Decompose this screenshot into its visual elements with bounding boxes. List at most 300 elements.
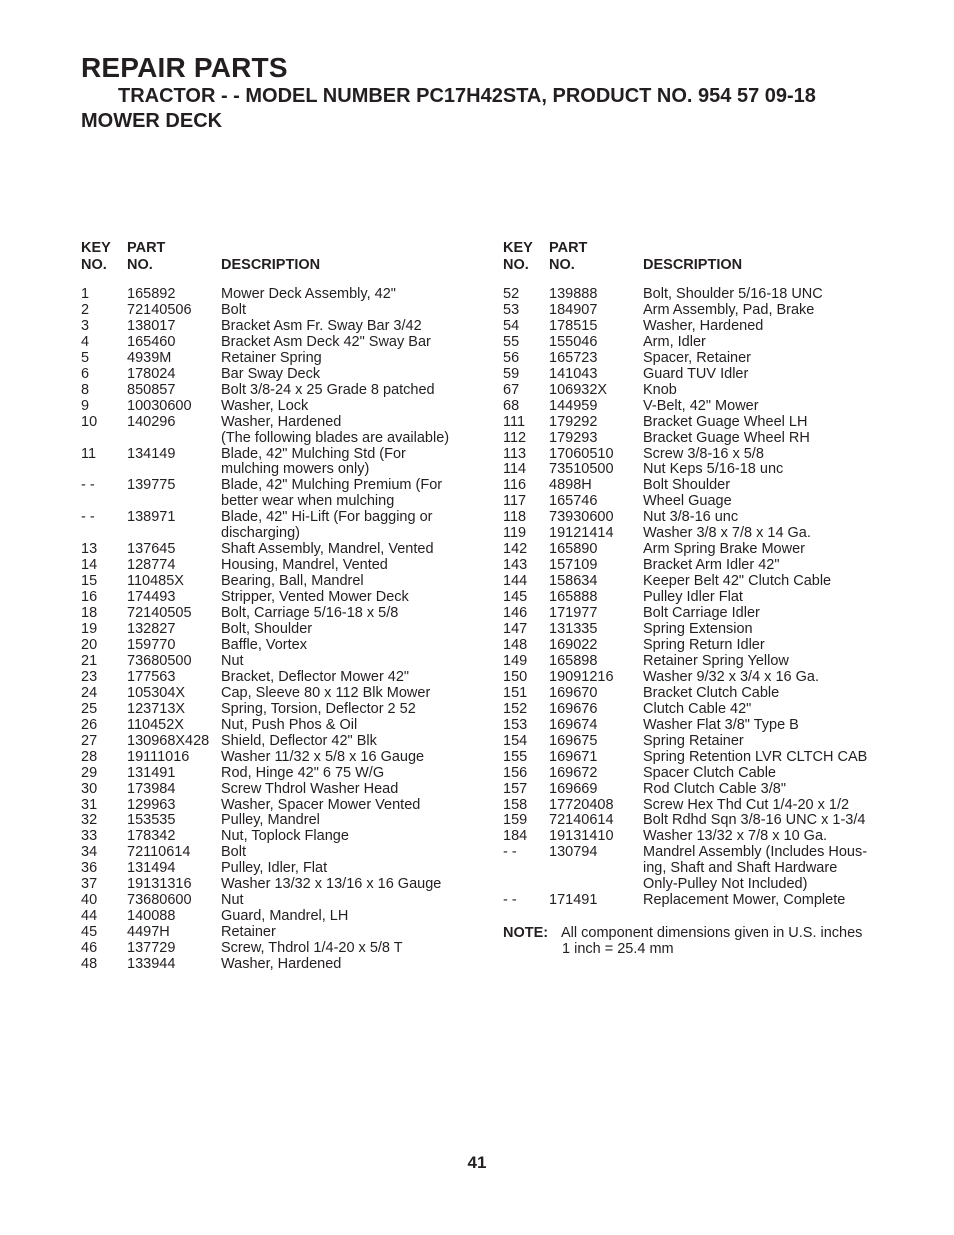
description-cell: Spring Retention LVR CLTCH CAB: [643, 748, 868, 765]
description-cell: Spacer, Retainer: [643, 349, 752, 366]
key-cell: 145: [503, 589, 528, 606]
part-number-cell: 157109: [549, 557, 598, 574]
table-row: [503, 766, 867, 782]
key-cell: [81, 462, 127, 478]
part-number-cell: 73680600: [127, 892, 192, 909]
key-cell: 153: [503, 716, 528, 733]
key-cell: 158: [503, 796, 528, 813]
description-cell: Washer, Hardened: [221, 413, 342, 430]
part-number-cell: 169676: [549, 700, 598, 717]
description-cell: Mower Deck Assembly, 42": [221, 286, 396, 302]
part-number-cell: 158634: [549, 573, 598, 590]
table-row: [503, 558, 867, 574]
table-row: [503, 718, 867, 734]
key-cell: [503, 877, 549, 893]
part-number-cell: 141043: [549, 365, 598, 382]
part-number-cell: 73510500: [549, 461, 614, 478]
description-cell: Housing, Mandrel, Vented: [221, 557, 388, 574]
description-cell: Arm Spring Brake Mower: [643, 541, 805, 558]
table-row: [503, 287, 867, 303]
table-row: [81, 606, 449, 622]
key-cell: 29: [81, 764, 98, 781]
description-cell: V-Belt, 42" Mower: [643, 397, 759, 414]
part-number-cell: 139775: [127, 477, 176, 494]
description-header: DESCRIPTION: [221, 257, 321, 273]
part-header-line1: PART: [127, 240, 166, 256]
part-number-cell: 169672: [549, 764, 598, 781]
part-number-cell: 140296: [127, 413, 176, 430]
description-cell: Bar Sway Deck: [221, 365, 321, 382]
key-cell: 36: [81, 860, 98, 877]
key-cell: 4: [81, 333, 90, 350]
key-cell: 55: [503, 333, 520, 350]
key-cell: 3: [81, 317, 90, 334]
description-cell: Replacement Mower, Complete: [643, 892, 846, 909]
description-cell: Washer, Spacer Mower Vented: [221, 796, 421, 813]
part-number-cell: 72140506: [127, 301, 192, 318]
part-number-cell: 169675: [549, 732, 598, 749]
part-number-cell: 174493: [127, 589, 176, 606]
key-cell: 67: [503, 381, 520, 398]
key-cell: 156: [503, 764, 528, 781]
key-cell: 149: [503, 652, 528, 669]
part-number-cell: 171977: [549, 605, 598, 622]
table-row: [81, 526, 449, 542]
part-number-cell: 165892: [127, 286, 176, 302]
part-number-cell: 4939M: [127, 349, 172, 366]
table-row: [503, 638, 867, 654]
part-number-cell: 133944: [127, 956, 176, 973]
table-row: [81, 702, 449, 718]
table-row: [81, 718, 449, 734]
key-cell: 10: [81, 413, 98, 430]
key-cell: [503, 861, 549, 877]
part-number-cell: 138971: [127, 509, 176, 526]
part-number-cell: 19091216: [549, 668, 614, 685]
key-cell: 143: [503, 557, 528, 574]
table-header-left: [81, 239, 481, 279]
key-header-line2: NO.: [81, 257, 107, 273]
key-cell: 111: [503, 413, 526, 430]
key-cell: 53: [503, 301, 520, 318]
part-number-cell: 110452X: [127, 716, 184, 733]
description-cell: Washer, Lock: [221, 397, 309, 414]
description-cell: Bracket Asm Fr. Sway Bar 3/42: [221, 317, 422, 334]
part-number-cell: 178342: [127, 828, 176, 845]
description-cell: discharging): [221, 525, 300, 542]
key-cell: [81, 431, 127, 447]
section-title: MOWER DECK: [81, 110, 223, 132]
key-cell: 19: [81, 621, 98, 638]
key-header-line1: KEY: [81, 240, 111, 256]
table-row: [81, 447, 449, 463]
key-header-line2: NO.: [503, 257, 529, 273]
table-row: [503, 303, 867, 319]
table-row: [503, 702, 867, 718]
key-cell: 28: [81, 748, 98, 765]
table-row: [503, 319, 867, 335]
description-cell: Spring Return Idler: [643, 636, 765, 653]
key-cell: - -: [503, 844, 517, 861]
key-cell: 33: [81, 828, 98, 845]
part-number-cell: 179292: [549, 413, 598, 430]
part-number-cell: 165460: [127, 333, 176, 350]
part-number-cell: 169670: [549, 684, 598, 701]
key-cell: - -: [81, 509, 95, 526]
page-number: 41: [467, 1153, 487, 1172]
description-cell: Washer 9/32 x 3/4 x 16 Ga.: [643, 668, 819, 685]
key-cell: 147: [503, 621, 528, 638]
key-cell: 59: [503, 365, 520, 382]
parts-list-left: [81, 287, 449, 973]
part-number-cell: 131494: [127, 860, 176, 877]
key-cell: 45: [81, 924, 98, 941]
description-cell: Shaft Assembly, Mandrel, Vented: [221, 541, 434, 558]
part-number-cell: 184907: [549, 301, 598, 318]
table-row: [81, 750, 449, 766]
key-cell: 31: [81, 796, 98, 813]
key-cell: 148: [503, 636, 528, 653]
part-number-cell: 72140505: [127, 605, 192, 622]
description-cell: Bolt Carriage Idler: [643, 605, 760, 622]
part-number-cell: 19131316: [127, 876, 192, 893]
part-number-cell: 72110614: [127, 844, 191, 861]
table-row: [81, 319, 449, 335]
part-number-cell: [549, 877, 643, 893]
description-cell: ing, Shaft and Shaft Hardware: [643, 860, 838, 877]
description-cell: Bolt: [221, 844, 246, 861]
key-cell: - -: [503, 892, 517, 909]
key-cell: 34: [81, 844, 98, 861]
description-cell: Bearing, Ball, Mandrel: [221, 573, 364, 590]
table-row: [81, 558, 449, 574]
description-cell: Rod, Hinge 42" 6 75 W/G: [221, 764, 385, 781]
key-cell: 157: [503, 780, 528, 797]
key-cell: 20: [81, 636, 98, 653]
table-row: [81, 909, 449, 925]
part-number-cell: 144959: [549, 397, 598, 414]
description-cell: Screw Thdrol Washer Head: [221, 780, 399, 797]
table-row: [81, 845, 449, 861]
part-number-cell: 165898: [549, 652, 598, 669]
key-cell: 146: [503, 605, 528, 622]
description-cell: Arm Assembly, Pad, Brake: [643, 301, 815, 318]
key-cell: 23: [81, 668, 98, 685]
part-number-cell: 105304X: [127, 684, 186, 701]
table-row: [503, 782, 867, 798]
description-cell: Nut Keps 5/16-18 unc: [643, 461, 784, 478]
key-cell: 44: [81, 908, 98, 925]
description-cell: Nut, Push Phos & Oil: [221, 716, 358, 733]
table-row: [81, 670, 449, 686]
table-row: [503, 845, 867, 861]
table-row: [81, 399, 449, 415]
table-row: [503, 670, 867, 686]
key-cell: 152: [503, 700, 528, 717]
description-cell: Spacer Clutch Cable: [643, 764, 776, 781]
description-cell: Screw, Thdrol 1/4-20 x 5/8 T: [221, 940, 403, 957]
key-cell: 150: [503, 668, 528, 685]
dimension-note: [503, 925, 862, 957]
part-number-cell: 106932X: [549, 381, 608, 398]
table-row: [81, 654, 449, 670]
part-number-cell: 131491: [127, 764, 176, 781]
table-row: [81, 622, 449, 638]
description-cell: Knob: [643, 381, 677, 398]
parts-table-left: [81, 239, 481, 973]
table-row: [503, 383, 867, 399]
description-cell: Bolt 3/8-24 x 25 Grade 8 patched: [221, 381, 435, 398]
table-row: [503, 510, 867, 526]
table-row: [81, 415, 449, 431]
table-row: [503, 606, 867, 622]
table-row: [503, 893, 867, 909]
table-row: [81, 925, 449, 941]
description-cell: Pulley, Mandrel: [221, 812, 320, 829]
description-cell: Blade, 42" Mulching Std (For: [221, 445, 406, 462]
key-cell: 14: [81, 557, 98, 574]
description-cell: Bracket Guage Wheel RH: [643, 429, 810, 446]
description-cell: Retainer Spring: [221, 349, 322, 366]
key-header-line1: KEY: [503, 240, 533, 256]
table-row: [81, 590, 449, 606]
description-cell: Bolt Rdhd Sqn 3/8-16 UNC x 1-3/4: [643, 812, 866, 829]
description-cell: Washer 3/8 x 7/8 x 14 Ga.: [643, 525, 811, 542]
part-number-cell: 169669: [549, 780, 598, 797]
table-row: [503, 478, 867, 494]
table-row: [503, 734, 867, 750]
note-label: NOTE:: [503, 925, 549, 941]
description-cell: Bolt: [221, 301, 246, 318]
part-number-cell: 131335: [549, 621, 598, 638]
model-subtitle: TRACTOR - - MODEL NUMBER PC17H42STA, PRODUCT NO. 954 57 09-18: [118, 85, 816, 107]
note-line2: 1 inch = 25.4 mm: [562, 941, 674, 957]
key-cell: 1: [81, 286, 90, 302]
description-cell: Keeper Belt 42" Clutch Cable: [643, 573, 832, 590]
key-cell: 116: [503, 477, 527, 494]
key-cell: 155: [503, 748, 528, 765]
part-number-cell: 73930600: [549, 509, 614, 526]
part-number-cell: 137729: [127, 940, 176, 957]
key-cell: 11: [81, 445, 97, 462]
table-row: [81, 893, 449, 909]
part-number-cell: 138017: [127, 317, 176, 334]
table-row: [503, 526, 867, 542]
key-cell: 27: [81, 732, 98, 749]
table-row: [503, 622, 867, 638]
part-number-cell: 17720408: [549, 796, 614, 813]
key-cell: [81, 526, 127, 542]
description-cell: Retainer Spring Yellow: [643, 652, 789, 669]
table-row: [81, 287, 449, 303]
part-number-cell: 17060510: [549, 445, 614, 462]
part-number-cell: 10030600: [127, 397, 192, 414]
part-number-cell: 169674: [549, 716, 598, 733]
part-number-cell: 173984: [127, 780, 176, 797]
key-cell: 37: [81, 876, 98, 893]
description-cell: Nut, Toplock Flange: [221, 828, 349, 845]
key-cell: 114: [503, 461, 527, 478]
key-cell: 151: [503, 684, 528, 701]
description-cell: Washer Flat 3/8" Type B: [643, 716, 799, 733]
description-cell: Bracket Arm Idler 42": [643, 557, 780, 574]
part-number-cell: 165746: [549, 493, 598, 510]
part-number-cell: 155046: [549, 333, 598, 350]
table-row: [81, 303, 449, 319]
part-number-cell: 159770: [127, 636, 176, 653]
description-cell: Spring, Torsion, Deflector 2 52: [221, 700, 416, 717]
table-row: [503, 861, 867, 877]
key-cell: 48: [81, 956, 98, 973]
part-number-cell: 130794: [549, 844, 598, 861]
note-line1: All component dimensions given in U.S. inches: [561, 925, 863, 941]
table-row: [81, 494, 449, 510]
table-row: [503, 415, 867, 431]
part-number-cell: [127, 494, 221, 510]
key-cell: 2: [81, 301, 90, 318]
table-row: [503, 829, 867, 845]
description-cell: Washer, Hardened: [643, 317, 764, 334]
part-number-cell: 177563: [127, 668, 176, 685]
description-cell: Screw Hex Thd Cut 1/4-20 x 1/2: [643, 796, 850, 813]
table-row: [81, 766, 449, 782]
description-cell: Bolt, Shoulder 5/16-18 UNC: [643, 286, 823, 302]
key-cell: 18: [81, 605, 98, 622]
page-title: REPAIR PARTS: [81, 52, 288, 83]
table-row: [503, 813, 867, 829]
parts-list-right: [503, 287, 867, 909]
table-row: [503, 574, 867, 590]
description-cell: Pulley Idler Flat: [643, 589, 743, 606]
description-cell: Bracket, Deflector Mower 42": [221, 668, 410, 685]
description-cell: mulching mowers only): [221, 461, 370, 478]
part-number-cell: 110485X: [127, 573, 184, 590]
key-cell: 118: [503, 509, 527, 526]
table-row: [81, 941, 449, 957]
part-number-cell: 178024: [127, 365, 176, 382]
key-cell: 26: [81, 716, 98, 733]
key-cell: 5: [81, 349, 90, 366]
description-cell: Washer 13/32 x 7/8 x 10 Ga.: [643, 828, 828, 845]
table-row: [81, 542, 449, 558]
description-cell: Pulley, Idler, Flat: [221, 860, 328, 877]
table-row: [81, 510, 449, 526]
part-number-cell: 179293: [549, 429, 598, 446]
key-cell: - -: [81, 477, 95, 494]
key-cell: 144: [503, 573, 528, 590]
table-row: [81, 638, 449, 654]
key-cell: 24: [81, 684, 98, 701]
part-number-cell: 134149: [127, 445, 176, 462]
key-cell: 9: [81, 397, 90, 414]
table-row: [503, 654, 867, 670]
part-number-cell: 153535: [127, 812, 176, 829]
part-number-cell: 178515: [549, 317, 598, 334]
table-row: [503, 335, 867, 351]
description-cell: Bracket Guage Wheel LH: [643, 413, 808, 430]
part-number-cell: 165888: [549, 589, 598, 606]
description-cell: Washer, Hardened: [221, 956, 342, 973]
part-number-cell: 73680500: [127, 652, 192, 669]
description-cell: Blade, 42" Mulching Premium (For: [221, 477, 443, 494]
table-row: [81, 782, 449, 798]
part-number-cell: 19131410: [549, 828, 614, 845]
key-cell: 112: [503, 429, 527, 446]
table-row: [81, 574, 449, 590]
part-number-cell: 128774: [127, 557, 176, 574]
key-cell: 32: [81, 812, 98, 829]
part-number-cell: [127, 431, 221, 447]
table-row: [81, 957, 449, 973]
part-number-cell: 139888: [549, 286, 598, 302]
description-cell: Bolt, Carriage 5/16-18 x 5/8: [221, 605, 399, 622]
description-cell: Bolt Shoulder: [643, 477, 731, 494]
table-row: [81, 686, 449, 702]
key-cell: 159: [503, 812, 528, 829]
table-row: [503, 447, 867, 463]
table-row: [81, 431, 449, 447]
table-row: [81, 462, 449, 478]
table-row: [81, 478, 449, 494]
parts-table-right: [503, 239, 923, 909]
key-cell: 154: [503, 732, 528, 749]
table-row: [503, 399, 867, 415]
key-cell: 184: [503, 828, 528, 845]
table-row: [503, 877, 867, 893]
description-cell: Arm, Idler: [643, 333, 706, 350]
description-cell: Bracket Asm Deck 42" Sway Bar: [221, 333, 431, 350]
key-cell: 8: [81, 381, 90, 398]
description-cell: Rod Clutch Cable 3/8": [643, 780, 786, 797]
table-header-right: [503, 239, 923, 279]
description-cell: Stripper, Vented Mower Deck: [221, 589, 409, 606]
key-cell: 54: [503, 317, 520, 334]
key-cell: 21: [81, 652, 98, 669]
part-number-cell: 72140614: [549, 812, 614, 829]
table-row: [81, 734, 449, 750]
key-cell: 56: [503, 349, 520, 366]
description-cell: Clutch Cable 42": [643, 700, 752, 717]
description-cell: Screw 3/8-16 x 5/8: [643, 445, 764, 462]
part-number-cell: 169671: [549, 748, 598, 765]
description-cell: Spring Retainer: [643, 732, 744, 749]
key-cell: 117: [503, 493, 527, 510]
part-number-cell: 4497H: [127, 924, 170, 941]
key-cell: 119: [503, 525, 527, 542]
description-cell: Spring Extension: [643, 621, 753, 638]
part-number-cell: 123713X: [127, 700, 186, 717]
description-cell: better wear when mulching: [221, 493, 395, 510]
key-cell: 15: [81, 573, 98, 590]
table-row: [503, 462, 867, 478]
part-number-cell: 19121414: [549, 525, 614, 542]
description-header: DESCRIPTION: [643, 257, 743, 273]
table-row: [503, 750, 867, 766]
key-cell: 6: [81, 365, 90, 382]
table-row: [81, 877, 449, 893]
table-row: [503, 431, 867, 447]
part-number-cell: 165890: [549, 541, 598, 558]
part-number-cell: 130968X428: [127, 732, 210, 749]
table-row: [81, 383, 449, 399]
description-cell: Wheel Guage: [643, 493, 732, 510]
part-header-line2: NO.: [549, 257, 575, 273]
description-cell: Mandrel Assembly (Includes Hous-: [643, 844, 868, 861]
table-row: [81, 351, 449, 367]
description-cell: Baffle, Vortex: [221, 636, 307, 653]
description-cell: Cap, Sleeve 80 x 112 Blk Mower: [221, 684, 431, 701]
key-cell: 46: [81, 940, 98, 957]
